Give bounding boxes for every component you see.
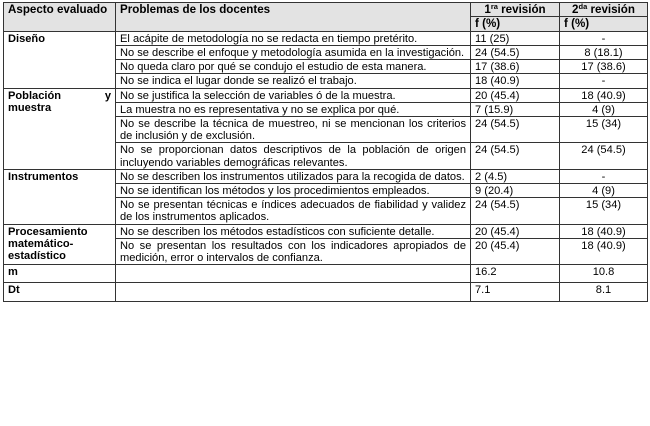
problem-cell: No se justifica la selección de variables ó de la muestra. [116,88,471,102]
summary-rev2-dt: 8.1 [560,283,648,302]
rev2-cell: 15 (34) [560,198,648,224]
aspect-procesamiento: Procesamiento matemático-estadístico [4,224,116,265]
rev2-cell: 24 (54.5) [560,143,648,169]
rev1-cell: 24 (54.5) [471,117,560,143]
header-aspect: Aspecto evaluado [4,3,116,32]
rev1-cell: 17 (38.6) [471,60,560,74]
problems-table-container [3,2,647,302]
rev1-cell: 18 (40.9) [471,74,560,88]
table-row [4,88,648,102]
problem-cell: No se indica el lugar donde se realizó el trabajo. [116,74,471,88]
problem-cell: El acápite de metodología no se redacta en tiempo pretérito. [116,31,471,45]
rev1-cell: 11 (25) [471,31,560,45]
rev1-cell: 7 (15.9) [471,102,560,116]
rev2-cell: 18 (40.9) [560,238,648,264]
header-problems: Problemas de los docentes [116,3,471,32]
problem-cell: No se describe el enfoque y metodología asumida en la investigación. [116,46,471,60]
rev2-cell: - [560,169,648,183]
rev1-cell: 2 (4.5) [471,169,560,183]
rev1-cell: 9 (20.4) [471,184,560,198]
summary-row-dt [4,283,648,302]
rev2-cell: 4 (9) [560,184,648,198]
problem-cell: La muestra no es representativa y no se explica por qué. [116,102,471,116]
problem-cell: No se identifican los métodos y los procedimientos empleados. [116,184,471,198]
rev1-cell: 20 (45.4) [471,224,560,238]
rev2-cell: 15 (34) [560,117,648,143]
summary-row-mean [4,265,648,283]
summary-rev2-m: 10.8 [560,265,648,283]
table-row [4,224,648,238]
summary-empty-cell [116,265,471,283]
table-row [4,31,648,45]
summary-rev1-dt: 7.1 [471,283,560,302]
problem-cell: No se proporcionan datos descriptivos de la población de origen incluyendo variables demográficas relevantes. [116,143,471,169]
rev2-cell: 18 (40.9) [560,224,648,238]
header-rev1: $1^{ra}$ revisión [471,3,560,17]
problem-cell: No se presentan técnicas e índices adecuados de fiabilidad y validez de los instrumentos aplicados. [116,198,471,224]
header-f2: f (%) [560,17,648,31]
rev2-cell: - [560,31,648,45]
rev1-cell: 24 (54.5) [471,143,560,169]
rev1-cell: 20 (45.4) [471,88,560,102]
header-f1: f (%) [471,17,560,31]
rev2-cell: 18 (40.9) [560,88,648,102]
header-row [4,3,648,17]
header-rev2: $2^{da}$ revisión [560,3,648,17]
rev1-cell: 20 (45.4) [471,238,560,264]
aspect-instrumentos: Instrumentos [4,169,116,224]
table-row [4,169,648,183]
aspect-diseno: Diseño [4,31,116,88]
summary-label-m: m [4,265,116,283]
rev2-cell: 4 (9) [560,102,648,116]
summary-empty-cell [116,283,471,302]
problem-cell: No se describe la técnica de muestreo, ni se mencionan los criterios de inclusión y de exclusión. [116,117,471,143]
problems-table [3,2,648,302]
rev2-cell: 17 (38.6) [560,60,648,74]
problem-cell: No se describen los métodos estadísticos con suficiente detalle. [116,224,471,238]
aspect-poblacion: Población y muestra [4,88,116,169]
problem-cell: No se describen los instrumentos utilizados para la recogida de datos. [116,169,471,183]
rev1-cell: 24 (54.5) [471,46,560,60]
problem-cell: No queda claro por qué se condujo el estudio de esta manera. [116,60,471,74]
rev2-cell: - [560,74,648,88]
summary-label-dt: Dt [4,283,116,302]
problem-cell: No se presentan los resultados con los indicadores apropiados de medición, error o intervalos de confianza. [116,238,471,264]
rev2-cell: 8 (18.1) [560,46,648,60]
rev1-cell: 24 (54.5) [471,198,560,224]
summary-rev1-m: 16.2 [471,265,560,283]
